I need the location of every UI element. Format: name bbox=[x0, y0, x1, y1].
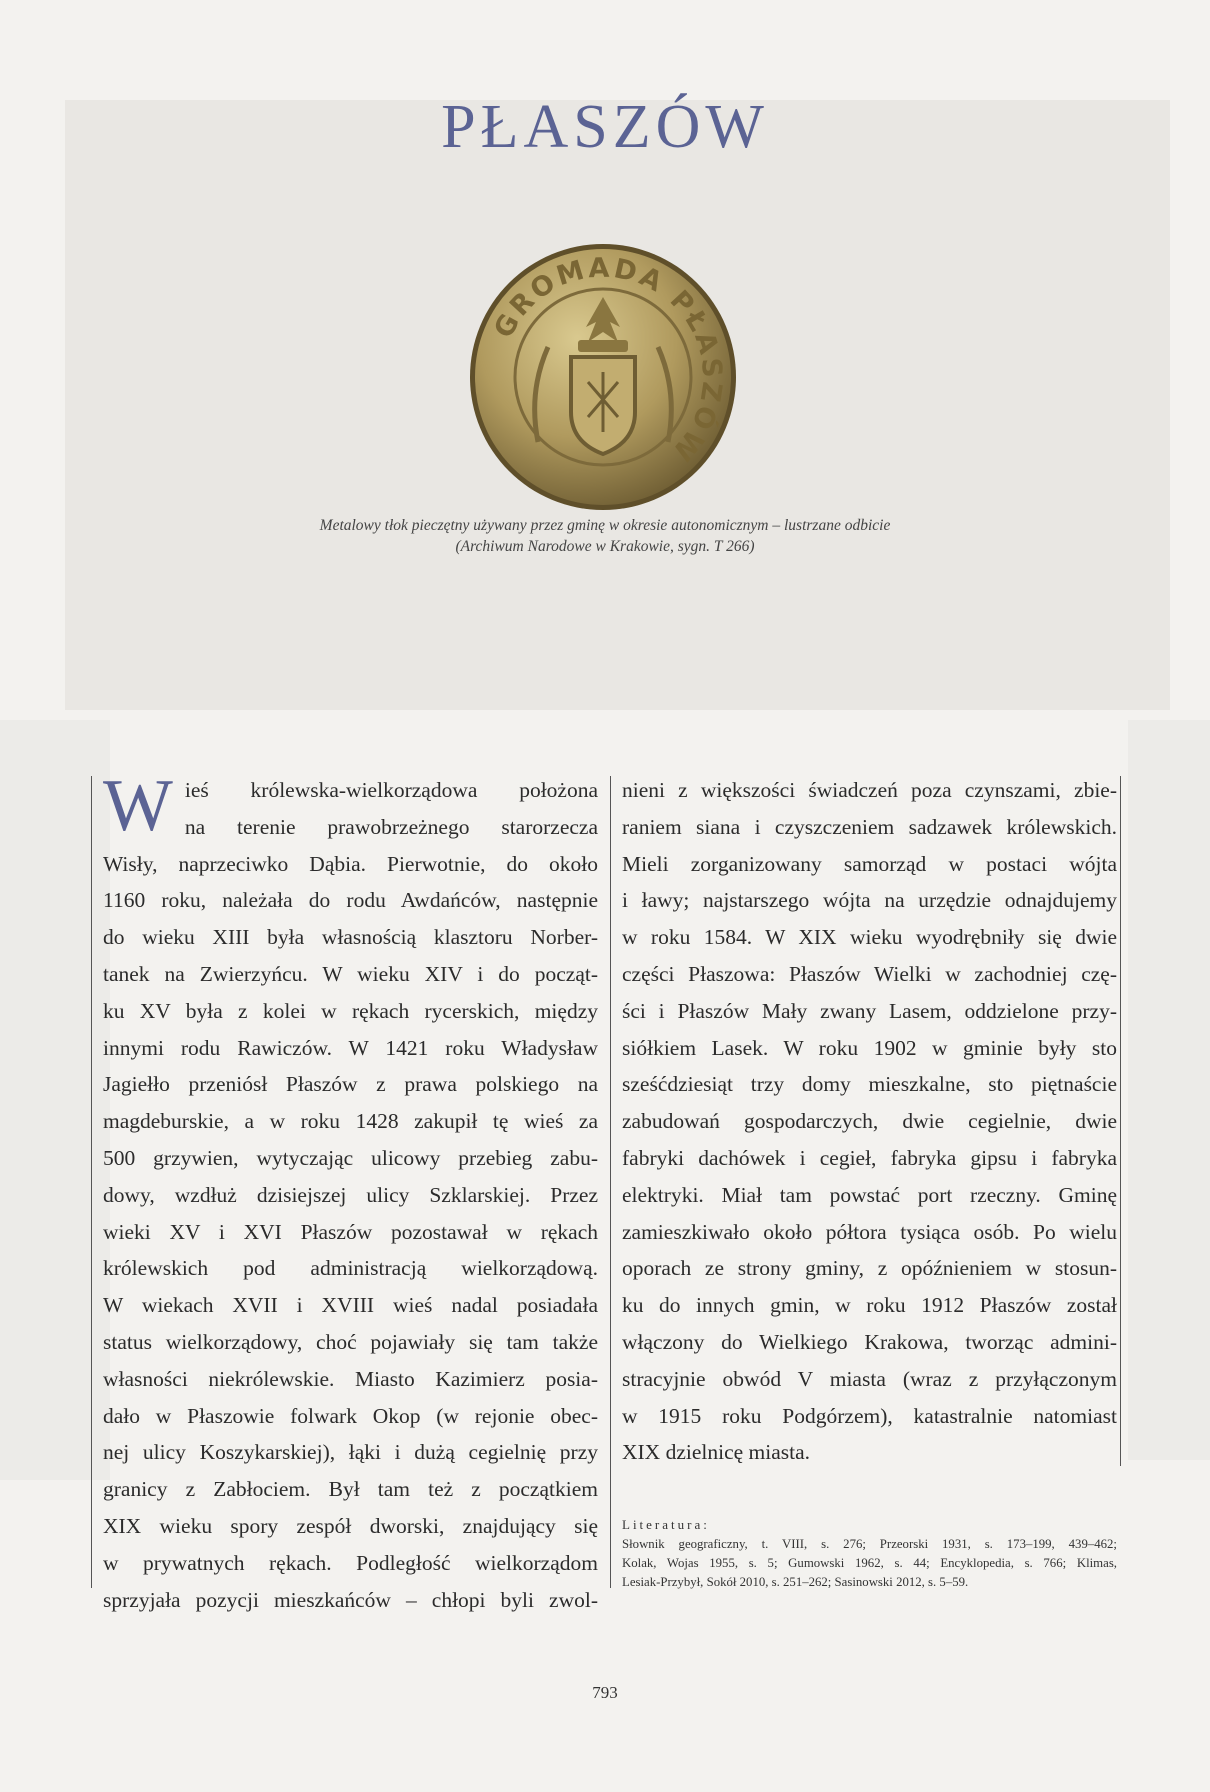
column-rule bbox=[1120, 776, 1121, 1466]
text-line: 500 grzywien, wytyczając ulicowy przebieg zabu- bbox=[103, 1145, 598, 1170]
text-line: w roku 1584. W XIX wieku wyodrębniły się dwie bbox=[622, 925, 1117, 950]
text-line: oporach ze strony gminy, z opóźnieniem w stosun- bbox=[622, 1256, 1117, 1281]
literature-label: Literatura: bbox=[622, 1517, 710, 1532]
image-caption bbox=[200, 515, 1010, 557]
literature-line: Kolak, Wojas 1955, s. 5; Gumowski 1962, s. 44; Encyklopedia, s. 766; Klimas, bbox=[622, 1556, 1117, 1570]
literature-line: Lesiak-Przybył, Sokół 2010, s. 251–262; Sasinowski 2012, s. 5–59. bbox=[622, 1575, 969, 1589]
text-line: sześćdziesiąt trzy domy mieszkalne, sto piętnaście bbox=[622, 1072, 1117, 1097]
drop-cap: W bbox=[103, 765, 173, 847]
caption-line: Metalowy tłok pieczętny używany przez gminę w okresie autonomicznym – lustrzane odbicie bbox=[319, 517, 891, 534]
text-column-left bbox=[103, 765, 598, 1618]
text-line: fabryki dachówek i cegieł, fabryka gipsu i fabryka bbox=[622, 1145, 1117, 1170]
text-line: Jagiełło przeniósł Płaszów z prawa polskiego na bbox=[103, 1072, 598, 1097]
text-line: elektryki. Miał tam powstać port rzeczny. Gminę bbox=[622, 1182, 1117, 1207]
background-panel-right bbox=[1128, 720, 1210, 1460]
seal-image bbox=[468, 242, 738, 512]
text-line: innymi rodu Rawiczów. W 1421 roku Władysław bbox=[103, 1035, 598, 1060]
text-line: ieś królewska-wielkorządowa położona bbox=[184, 778, 598, 802]
text-line: części Płaszowa: Płaszów Wielki w zachodniej czę- bbox=[622, 961, 1117, 986]
text-line: sprzyjała pozycji mieszkańców – chłopi byli zwol- bbox=[103, 1587, 598, 1612]
text-line: Mieli zorganizowany samorząd w postaci wójta bbox=[622, 851, 1117, 876]
text-line: W wiekach XVII i XVIII wieś nadal posiadała bbox=[103, 1293, 598, 1318]
text-line: włączony do Wielkiego Krakowa, tworząc admini- bbox=[622, 1329, 1117, 1354]
text-line: w 1915 roku Podgórzem), katastralnie natomiast bbox=[622, 1403, 1117, 1428]
text-line: nieni z większości świadczeń poza czynszami, zbie- bbox=[622, 778, 1117, 802]
text-line: dowy, wzdłuż dzisiejszej ulicy Szklarskiej. Przez bbox=[103, 1182, 598, 1207]
text-line: na terenie prawobrzeżnego starorzecza bbox=[184, 814, 598, 839]
page-title: PŁASZÓW bbox=[441, 93, 769, 161]
text-line: w prywatnych rękach. Podległość wielkorządom bbox=[103, 1550, 598, 1575]
column-rule bbox=[91, 776, 92, 1588]
page-number: 793 bbox=[592, 1683, 618, 1702]
column-rule bbox=[610, 776, 611, 1588]
text-line: zabudowań gospodarczych, dwie cegielnie, dwie bbox=[622, 1109, 1117, 1134]
text-line: ści i Płaszów Mały zwany Lasem, oddzielone przy- bbox=[622, 998, 1117, 1023]
text-line: ku XV była z kolei w rękach rycerskich, między bbox=[103, 998, 598, 1023]
text-line: nej ulicy Koszykarskiej), łąki i dużą cegielnię przy bbox=[103, 1440, 598, 1465]
background-panel-left bbox=[0, 720, 110, 1480]
seal-inscription: GROMADA PŁASZÓW bbox=[488, 252, 728, 469]
text-line: siółkiem Lasek. W roku 1902 w gminie były sto bbox=[622, 1035, 1117, 1060]
text-line: własności niekrólewskie. Miasto Kazimierz posia- bbox=[103, 1366, 598, 1391]
text-line: magdeburskie, a w roku 1428 zakupił tę wieś za bbox=[103, 1109, 598, 1134]
text-line: granicy z Zabłociem. Był tam też z początkiem bbox=[103, 1477, 598, 1502]
literature-line: Słownik geograficzny, t. VIII, s. 276; Przeorski 1931, s. 173–199, 439–462; bbox=[622, 1537, 1117, 1551]
text-line: zamieszkiwało około półtora tysiąca osób. Po wielu bbox=[622, 1219, 1117, 1244]
text-line: stracyjnie obwód V miasta (wraz z przyłączonym bbox=[622, 1366, 1117, 1391]
text-line: dało w Płaszowie folwark Okop (w rejonie obec- bbox=[103, 1403, 598, 1428]
text-line: królewskich pod administracją wielkorządową. bbox=[103, 1256, 598, 1281]
literature-section bbox=[622, 1515, 1117, 1592]
text-line: XIX wieku spory zespół dworski, znajdujący się bbox=[103, 1513, 598, 1538]
text-line: 1160 roku, należała do rodu Awdańców, następnie bbox=[103, 888, 598, 913]
text-line: wieki XV i XVI Płaszów pozostawał w rękach bbox=[103, 1219, 598, 1244]
text-line: tanek na Zwierzyńcu. W wieku XIV i do począt- bbox=[103, 961, 598, 986]
text-column-right bbox=[622, 772, 1117, 1471]
text-line: ku do innych gmin, w roku 1912 Płaszów został bbox=[622, 1293, 1117, 1318]
text-line: Wisły, naprzeciwko Dąbia. Pierwotnie, do około bbox=[103, 851, 598, 876]
text-line: raniem siana i czyszczeniem sadzawek królewskich. bbox=[622, 814, 1117, 839]
caption-line: (Archiwum Narodowe w Krakowie, sygn. T 266) bbox=[455, 538, 755, 555]
text-line: XIX dzielnicę miasta. bbox=[622, 1440, 811, 1465]
text-line: i ławy; najstarszego wójta na urzędzie odnajdujemy bbox=[622, 888, 1117, 913]
text-line: status wielkorządowy, choć pojawiały się tam także bbox=[103, 1329, 598, 1354]
text-line: do wieku XIII była własnością klasztoru Norber- bbox=[103, 925, 598, 950]
